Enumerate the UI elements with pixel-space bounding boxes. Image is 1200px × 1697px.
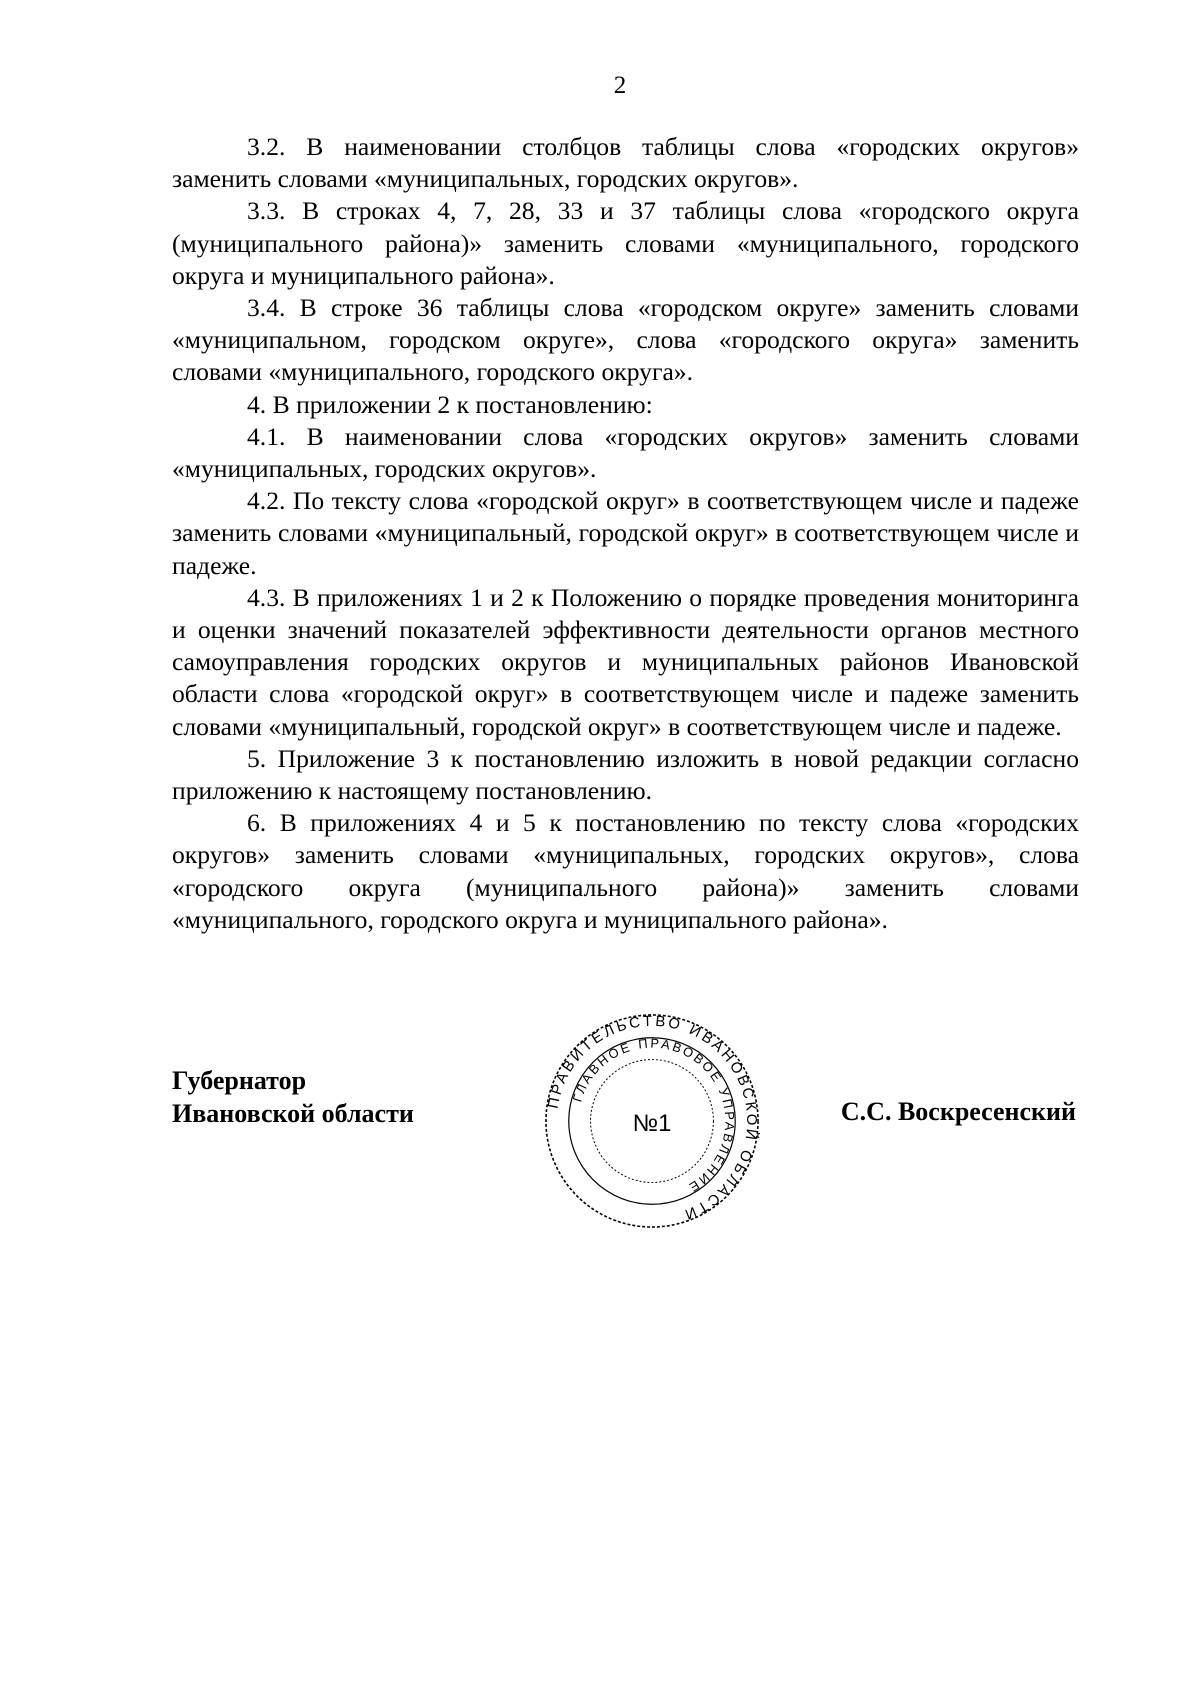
page-number: 2 xyxy=(613,72,627,99)
paragraph-3-4: 3.4. В строке 36 таблицы слова «городском округе» заменить словами «муниципальном, городском округе», слова «городского округа» заменить словами «муниципального, городского округа». xyxy=(172,293,1079,387)
signatory-title xyxy=(172,1064,414,1130)
seal-number: №1 xyxy=(632,1109,672,1137)
paragraph-4-1: 4.1. В наименовании слова «городских округов» заменить словами «муниципальных, городских округов». xyxy=(172,421,1079,484)
paragraph-6: 6. В приложениях 4 и 5 к постановлению по тексту слова «городских округов» заменить словами «муниципальных, городских округов», слова «городского округа (муниципального района)» заменить словами «муниципального, городского округа и муниципального района». xyxy=(172,808,1079,934)
paragraph-5: 5. Приложение 3 к постановлению изложить в новой редакции согласно приложению к настоящему постановлению. xyxy=(172,743,1079,806)
seal-stamp-icon xyxy=(543,1012,761,1230)
seal-inner-text: ГЛАВНОЕ ПРАВОВОЕ УПРАВЛЕНИЕ xyxy=(569,1035,738,1197)
official-seal xyxy=(543,1012,761,1230)
seal-outer-text: ПРАВИТЕЛЬСТВО ИВАНОВСКОЙ ОБЛАСТИ xyxy=(545,1013,760,1223)
paragraph-4: 4. В приложении 2 к постановлению: xyxy=(247,389,653,419)
signatory-name: С.С. Воскресенский xyxy=(840,1097,1076,1126)
signatory-title-line1: Губернатор xyxy=(172,1066,307,1095)
document-body xyxy=(172,131,1079,936)
paragraph-3-3: 3.3. В строках 4, 7, 28, 33 и 37 таблицы слова «городского округа (муниципального района)» заменить словами «муниципального, городского округа и муниципального района». xyxy=(172,196,1079,290)
paragraph-4-3: 4.3. В приложениях 1 и 2 к Положению о порядке проведения мониторинга и оценки значений показателей эффективности деятельности органов местного самоуправления городских округов и муниципальных районов Ивановской области слова «городской округ» в соответствующем числе и падеже заменить словами «муниципальный, городской округ» в соответствующем числе и падеже. xyxy=(172,582,1079,741)
paragraph-4-2: 4.2. По тексту слова «городской округ» в соответствующем числе и падеже заменить словами «муниципальный, городской округ» в соответствующем числе и падеже. xyxy=(172,486,1079,580)
paragraph-3-2: 3.2. В наименовании столбцов таблицы слова «городских округов» заменить словами «муниципальных, городских округов». xyxy=(172,132,1079,194)
signatory-title-line2: Ивановской области xyxy=(172,1099,414,1128)
